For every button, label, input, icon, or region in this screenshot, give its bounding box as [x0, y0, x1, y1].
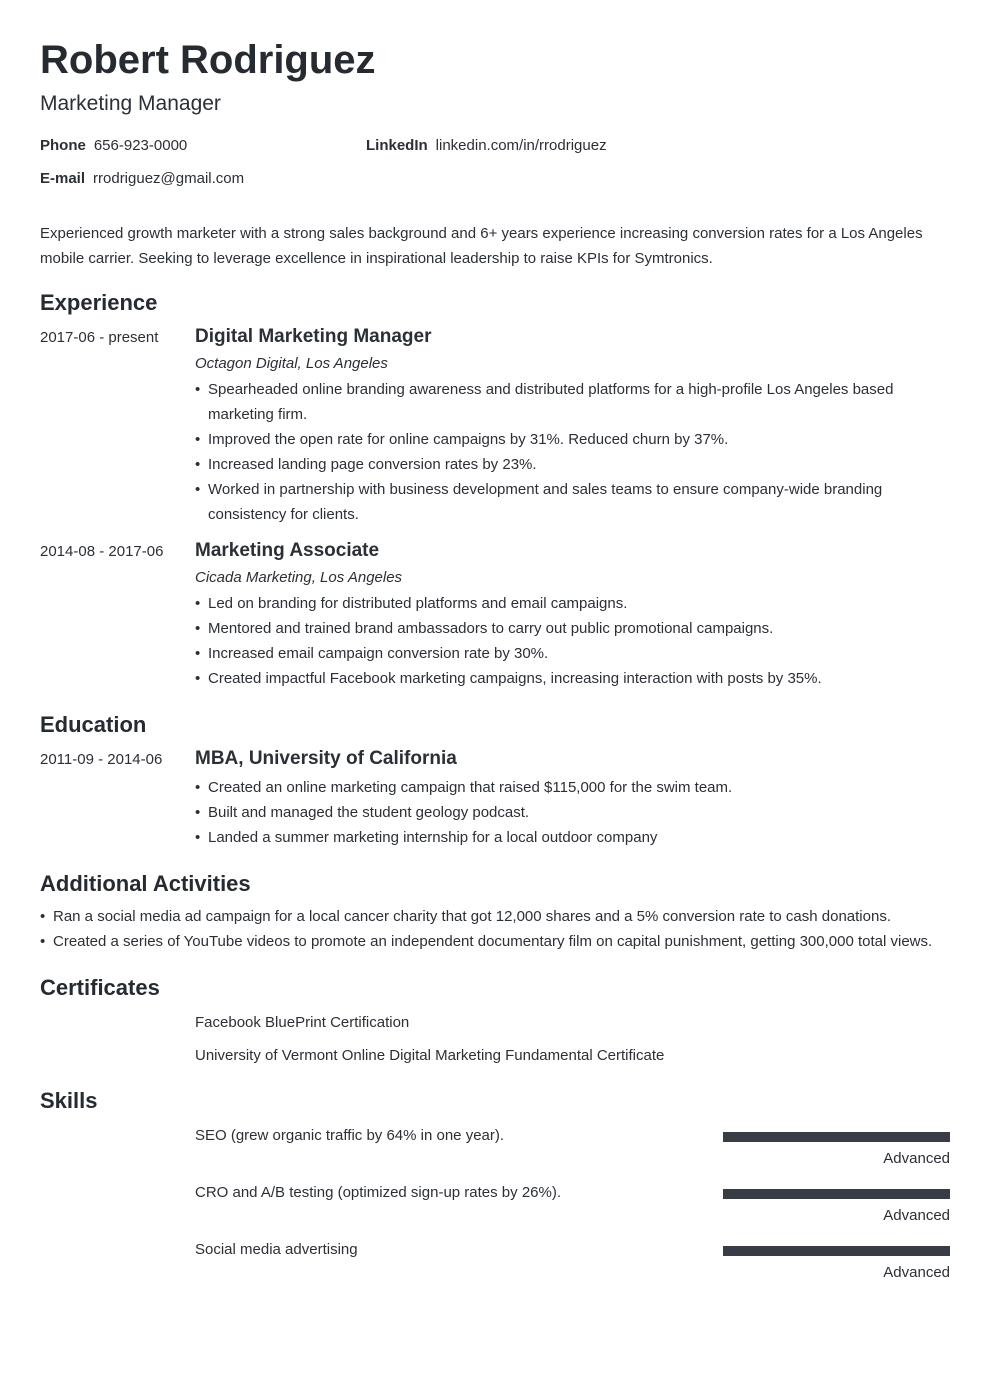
skill-meter	[723, 1182, 950, 1227]
skill-meter	[723, 1125, 950, 1170]
bullet-item: • Spearheaded online branding awareness and distributed platforms for a high-profile Los Angeles based marketing firm.	[195, 377, 950, 427]
experience-entry	[40, 539, 950, 691]
skill-name: CRO and A/B testing (optimized sign-up rates by 26%).	[195, 1184, 562, 1201]
skills-heading: Skills	[40, 1088, 98, 1113]
bullet-item: • Created an online marketing campaign that raised $115,000 for the swim team.	[195, 775, 950, 800]
skill-name: Social media advertising	[195, 1241, 358, 1258]
linkedin-label: LinkedIn	[366, 137, 428, 154]
certificate-item: University of Vermont Online Digital Marketing Fundamental Certificate	[195, 1047, 665, 1064]
bullet-item: • Improved the open rate for online campaigns by 31%. Reduced churn by 37%.	[195, 427, 950, 452]
contact-email	[40, 170, 244, 187]
contact-linkedin	[366, 137, 607, 154]
bullet-item: • Ran a social media ad campaign for a local cancer charity that got 12,000 shares and a 5% conversion rate to cash donations.	[40, 904, 950, 929]
bullet-item: • Created impactful Facebook marketing campaigns, increasing interaction with posts by 35%.	[195, 666, 950, 691]
skill-meter	[723, 1239, 950, 1284]
skill-bar-track	[723, 1132, 950, 1142]
experience-company: Cicada Marketing, Los Angeles	[195, 569, 403, 586]
certificates-heading: Certificates	[40, 975, 160, 1000]
experience-company: Octagon Digital, Los Angeles	[195, 355, 388, 372]
experience-date: 2017-06 - present	[40, 329, 159, 346]
phone-label: Phone	[40, 137, 86, 154]
experience-role: Marketing Associate	[195, 540, 380, 561]
candidate-name: Robert Rodriguez	[40, 38, 376, 82]
experience-bullets	[195, 591, 950, 691]
skill-row	[195, 1182, 950, 1227]
skill-bar-track	[723, 1189, 950, 1199]
bullet-item: • Led on branding for distributed platforms and email campaigns.	[195, 591, 950, 616]
activities-bullets	[40, 904, 950, 954]
contact-info	[40, 137, 950, 207]
job-title: Marketing Manager	[40, 92, 221, 115]
skills-list	[195, 1125, 950, 1284]
skill-bar-track	[723, 1246, 950, 1256]
skill-bar-fill	[723, 1246, 950, 1256]
education-degree: MBA, University of California	[195, 748, 457, 769]
education-heading: Education	[40, 712, 147, 737]
experience-bullets	[195, 377, 950, 527]
summary-text: Experienced growth marketer with a strong sales background and 6+ years experience increasing conversion rates for a Los Angeles mobile carrier. Seeking to leverage excellence in inspirational leadership to raise KPIs for Symtronics.	[40, 225, 923, 267]
education-date: 2011-09 - 2014-06	[40, 751, 163, 768]
skill-row	[195, 1125, 950, 1170]
skill-row	[195, 1239, 950, 1284]
experience-heading: Experience	[40, 290, 158, 315]
bullet-item: • Increased email campaign conversion rate by 30%.	[195, 641, 950, 666]
education-entry	[40, 747, 950, 850]
bullet-item: • Mentored and trained brand ambassadors to carry out public promotional campaigns.	[195, 616, 950, 641]
contact-phone	[40, 137, 187, 154]
certificates-list	[195, 1012, 950, 1067]
bullet-item: • Built and managed the student geology podcast.	[195, 800, 950, 825]
bullet-item: • Increased landing page conversion rates by 23%.	[195, 452, 950, 477]
email-value[interactable]: rrodriguez@gmail.com	[93, 170, 245, 187]
bullet-item: • Landed a summer marketing internship for a local outdoor company	[195, 825, 950, 850]
experience-entry	[40, 325, 950, 527]
activities-heading: Additional Activities	[40, 871, 251, 896]
phone-value: 656-923-0000	[93, 137, 188, 154]
education-bullets	[195, 775, 950, 850]
bullet-item: • Worked in partnership with business development and sales teams to ensure company-wide branding consistency for clients.	[195, 477, 950, 527]
skill-level: Advanced	[883, 1150, 950, 1167]
bullet-item: • Created a series of YouTube videos to promote an independent documentary film on capital punishment, getting 300,000 total views.	[40, 929, 950, 954]
skill-level: Advanced	[883, 1207, 950, 1224]
linkedin-value[interactable]: linkedin.com/in/rrodriguez	[435, 137, 607, 154]
skill-level: Advanced	[883, 1264, 950, 1281]
certificate-item: Facebook BluePrint Certification	[195, 1014, 410, 1031]
email-label: E-mail	[40, 170, 86, 187]
skill-bar-fill	[723, 1132, 950, 1142]
skill-name: SEO (grew organic traffic by 64% in one year).	[195, 1127, 505, 1144]
experience-date: 2014-08 - 2017-06	[40, 543, 164, 560]
skill-bar-fill	[723, 1189, 950, 1199]
experience-role: Digital Marketing Manager	[195, 326, 432, 347]
